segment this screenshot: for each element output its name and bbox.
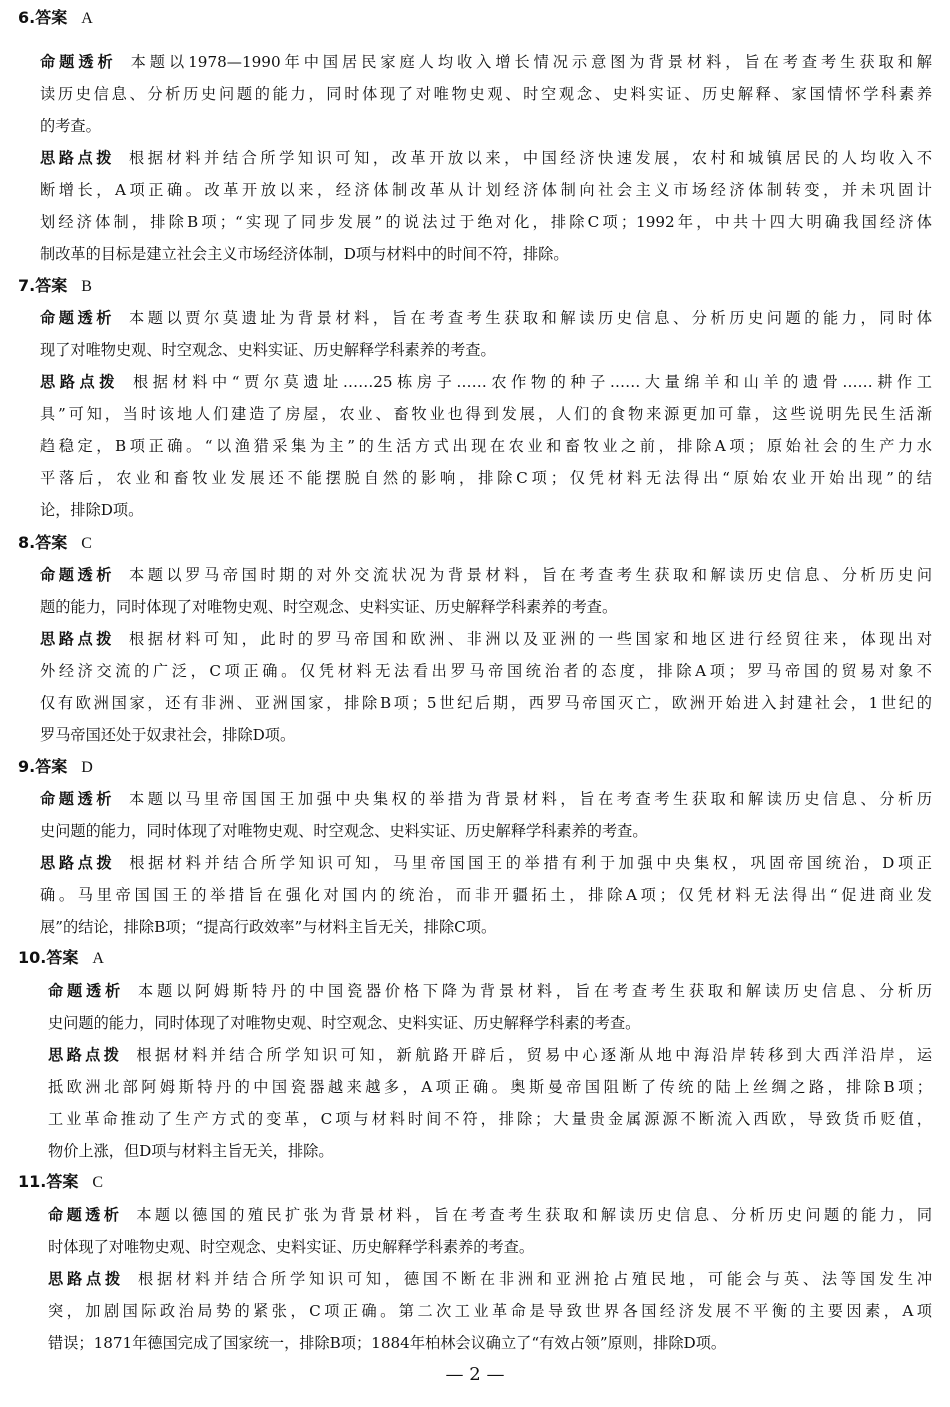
hint-line: 根据材料中“贾尔莫遗址……25栋房子……农作物的种子……大量绵羊和山羊的遗骨……耕作工	[133, 373, 932, 391]
question-header	[18, 529, 92, 557]
question-header	[18, 753, 93, 781]
analysis-label: 命题透析	[40, 790, 116, 808]
hint-label: 思路点拨	[48, 1270, 124, 1288]
hint-label: 思路点拨	[40, 630, 116, 648]
analysis-label: 命题透析	[40, 566, 116, 584]
analysis-line: 的考查。	[40, 117, 101, 135]
question-number: 6.	[18, 8, 36, 27]
answer-label: 答案	[35, 276, 68, 295]
analysis-line: 本题以马里帝国国王加强中央集权的举措为背景材料，旨在考查考生获取和解读历史信息、分析历	[129, 790, 932, 808]
analysis-label: 命题透析	[48, 1206, 123, 1224]
question-number: 10.	[18, 948, 47, 967]
question-number: 9.	[18, 757, 36, 776]
question-number: 11.	[18, 1172, 47, 1191]
answer-label: 答案	[35, 8, 68, 27]
analysis-block	[48, 975, 932, 1039]
hint-block	[48, 1263, 932, 1359]
hint-block	[40, 623, 932, 751]
analysis-block	[40, 559, 932, 623]
analysis-block	[40, 783, 932, 847]
hint-line: 平落后，农业和畜牧业发展还不能摆脱自然的影响，排除C项；仅凭材料无法得出“原始农业开始出现”的结	[40, 469, 932, 487]
hint-line: 具”可知，当时该地人们建造了房屋，农业、畜牧业也得到发展，人们的食物来源更加可靠，这些说明先民生活渐	[40, 405, 932, 423]
answer-value: C	[81, 535, 92, 552]
hint-line: 确。马里帝国国王的举措旨在强化对国内的统治，而非开疆拓土，排除A项；仅凭材料无法得出“促进商业发	[40, 886, 932, 904]
hint-line: 趋稳定，B项正确。“以渔猎采集为主”的生活方式出现在农业和畜牧业之前，排除A项；原始社会的生产力水	[40, 437, 932, 455]
answer-value: D	[81, 759, 93, 776]
question-number: 7.	[18, 276, 36, 295]
question-header	[18, 4, 93, 32]
hint-label: 思路点拨	[40, 149, 116, 167]
hint-label: 思路点拨	[40, 854, 116, 872]
analysis-block	[40, 302, 932, 366]
hint-label: 思路点拨	[48, 1046, 123, 1064]
hint-line: 突，加剧国际政治局势的紧张，C项正确。第二次工业革命是导致世界各国经济发展不平衡的主要因素，A项	[48, 1302, 932, 1320]
analysis-line: 本题以罗马帝国时期的对外交流状况为背景材料，旨在考查考生获取和解读历史信息、分析历史问	[129, 566, 932, 584]
analysis-line: 本题以阿姆斯特丹的中国瓷器价格下降为背景材料，旨在考查考生获取和解读历史信息、分析历	[137, 982, 932, 1000]
answer-value: A	[92, 950, 104, 967]
question-header	[18, 272, 92, 300]
analysis-line: 时体现了对唯物史观、时空观念、史料实证、历史解释学科素养的考查。	[48, 1238, 534, 1256]
hint-line: 根据材料并结合所学知识可知，改革开放以来，中国经济快速发展，农村和城镇居民的人均收入不	[129, 149, 932, 167]
hint-line: 工业革命推动了生产方式的变革，C项与材料时间不符，排除；大量贵金属源源不断流入西欧，导致货币贬值，	[48, 1110, 932, 1128]
analysis-line: 题的能力，同时体现了对唯物史观、时空观念、史料实证、历史解释学科素养的考查。	[40, 598, 618, 616]
hint-line: 划经济体制，排除B项；“实现了同步发展”的说法过于绝对化，排除C项；1992年，中共十四大明确我国经济体	[40, 213, 932, 231]
hint-block	[48, 1039, 932, 1167]
analysis-line: 史问题的能力，同时体现了对唯物史观、时空观念、史料实证、历史解释学科素的考查。	[48, 1014, 641, 1032]
analysis-block	[40, 46, 932, 142]
page-number: — 2 —	[445, 1364, 505, 1385]
hint-line: 根据材料并结合所学知识可知，德国不断在非洲和亚洲抢占殖民地，可能会与英、法等国发生冲	[137, 1270, 932, 1288]
analysis-label: 命题透析	[40, 53, 117, 71]
hint-line: 抵欧洲北部阿姆斯特丹的中国瓷器越来越多，A项正确。奥斯曼帝国阻断了传统的陆上丝绸之路，排除B项；	[48, 1078, 932, 1096]
answer-label: 答案	[46, 948, 79, 967]
analysis-line: 本题以贾尔莫遗址为背景材料，旨在考查考生获取和解读历史信息、分析历史问题的能力，同时体	[129, 309, 932, 327]
answer-label: 答案	[35, 533, 68, 552]
analysis-label: 命题透析	[40, 309, 116, 327]
analysis-label: 命题透析	[48, 982, 124, 1000]
analysis-block	[48, 1199, 932, 1263]
hint-block	[40, 142, 932, 270]
analysis-line: 史问题的能力，同时体现了对唯物史观、时空观念、史料实证、历史解释学科素养的考查。	[40, 822, 648, 840]
question-header	[18, 944, 104, 972]
hint-line: 错误；1871年德国完成了国家统一，排除B项；1884年柏林会议确立了“有效占领”原则，排除D项。	[48, 1334, 727, 1352]
analysis-line: 读历史信息、分析历史问题的能力，同时体现了对唯物史观、时空观念、史料实证、历史解释、家国情怀学科素养	[40, 85, 932, 103]
hint-line: 外经济交流的广泛，C项正确。仅凭材料无法看出罗马帝国统治者的态度，排除A项；罗马帝国的贸易对象不	[40, 662, 932, 680]
hint-line: 根据材料并结合所学知识可知，新航路开辟后，贸易中心逐渐从地中海沿岸转移到大西洋沿岸，运	[136, 1046, 932, 1064]
hint-block	[40, 847, 932, 943]
analysis-line: 本题以1978—1990年中国居民家庭人均收入增长情况示意图为背景材料，旨在考查考生获取和解	[130, 53, 932, 71]
hint-label: 思路点拨	[40, 373, 120, 391]
hint-block	[40, 366, 932, 526]
hint-line: 展”的结论，排除B项；“提高行政效率”与材料主旨无关，排除C项。	[40, 918, 497, 936]
answer-label: 答案	[46, 1172, 79, 1191]
answer-value: C	[92, 1174, 104, 1191]
analysis-line: 本题以德国的殖民扩张为背景材料，旨在考查考生获取和解读历史信息、分析历史问题的能力，同	[136, 1206, 932, 1224]
question-header	[18, 1168, 103, 1196]
question-number: 8.	[18, 533, 36, 552]
answer-value: B	[81, 278, 92, 295]
hint-line: 根据材料可知，此时的罗马帝国和欧洲、非洲以及亚洲的一些国家和地区进行经贸往来，体现出对	[129, 630, 932, 648]
hint-line: 断增长，A项正确。改革开放以来，经济体制改革从计划经济体制向社会主义市场经济体制转变，并未巩固计	[40, 181, 932, 199]
answer-label: 答案	[35, 757, 68, 776]
hint-line: 制改革的目标是建立社会主义市场经济体制，D项与材料中的时间不符，排除。	[40, 245, 569, 263]
analysis-line: 现了对唯物史观、时空观念、史料实证、历史解释学科素养的考查。	[40, 341, 496, 359]
hint-line: 物价上涨，但D项与材料主旨无关，排除。	[48, 1142, 334, 1160]
hint-line: 仅有欧洲国家，还有非洲、亚洲国家，排除B项；5世纪后期，西罗马帝国灭亡，欧洲开始进入封建社会，1世纪的	[40, 694, 932, 712]
hint-line: 罗马帝国还处于奴隶社会，排除D项。	[40, 726, 296, 744]
hint-line: 根据材料并结合所学知识可知，马里帝国国王的举措有利于加强中央集权，巩固帝国统治，D项正	[129, 854, 932, 872]
hint-line: 论，排除D项。	[40, 501, 144, 519]
answer-value: A	[81, 10, 93, 27]
